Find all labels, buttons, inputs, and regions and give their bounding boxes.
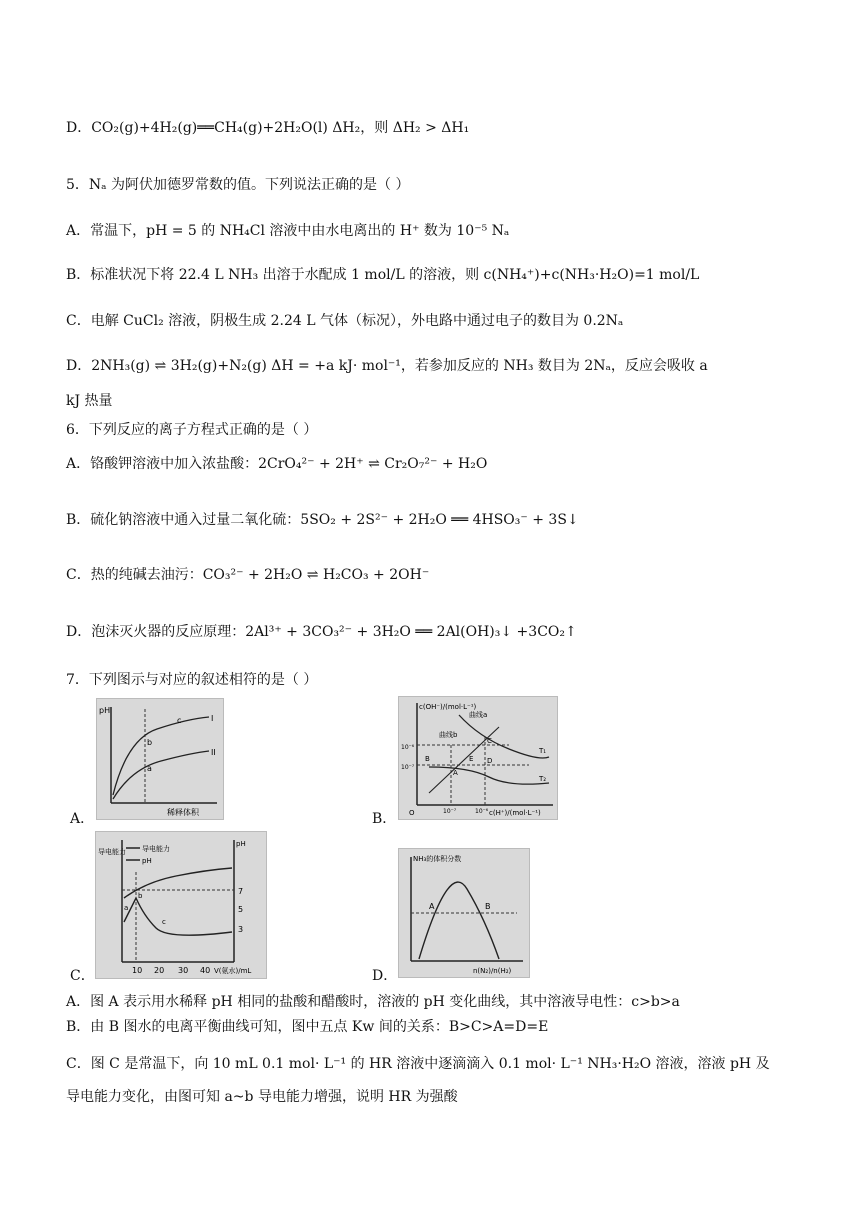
q5-option-c: C．电解 CuCl₂ 溶液，阴极生成 2.24 L 气体（标况），外电路中通过电子的数目为 0.2Nₐ	[66, 313, 624, 329]
q5-option-b: B．标准状况下将 22.4 L NH₃ 出溶于水配成 1 mol/L 的溶液，则 c(NH₄⁺)+c(NH₃·H₂O)=1 mol/L	[66, 267, 700, 283]
fig-b-point-e: E	[469, 755, 474, 763]
fig-b-point-c: C	[487, 737, 492, 745]
fig-b-xlabel: c(H⁺)/(mol·L⁻¹)	[489, 809, 541, 817]
fig-c-xtick-2: 20	[154, 966, 165, 975]
fig-b-t2: T₂	[539, 775, 547, 783]
q5-option-d-cont: kJ 热量	[66, 393, 113, 409]
fig-b-point-b: B	[425, 755, 430, 763]
fig-d-point-a: A	[429, 902, 435, 911]
fig-c-rtick-1: 7	[238, 887, 244, 896]
fig-c-point-c: c	[162, 918, 166, 926]
fig-c-ylabel-left: 导电能力	[98, 848, 126, 856]
q6-option-a: A．铬酸钾溶液中加入浓盐酸：2CrO₄²⁻ + 2H⁺ ⇌ Cr₂O₇²⁻ + H₂O	[66, 456, 488, 472]
q5-stem: 5．Nₐ 为阿伏加德罗常数的值。下列说法正确的是（ ）	[66, 177, 410, 193]
fig-c-point-a: a	[124, 904, 129, 912]
fig-b-label: B．	[372, 811, 397, 827]
q4-option-d: D．CO₂(g)+4H₂(g)══CH₄(g)+2H₂O(l) ΔH₂，则 ΔH₂ > ΔH₁	[66, 120, 470, 136]
fig-a-curve-1: I	[211, 714, 214, 723]
fig-c-label: C．	[70, 968, 95, 984]
figure-b	[398, 696, 558, 820]
fig-b-origin: O	[409, 809, 415, 817]
q6-option-b: B．硫化钠溶液中通入过量二氧化硫：5SO₂ + 2S²⁻ + 2H₂O ══ 4HSO₃⁻ + 3S↓	[66, 512, 579, 528]
fig-b-point-d: D	[487, 757, 493, 765]
fig-d-ylabel: NH₃的体积分数	[413, 855, 462, 863]
q7-option-a: A．图 A 表示用水稀释 pH 相同的盐酸和醋酸时，溶液的 pH 变化曲线，其中溶液导电性：c>b>a	[66, 994, 680, 1010]
q5-option-d: D．2NH₃(g) ⇌ 3H₂(g)+N₂(g) ΔH = +a kJ· mol⁻¹，若参加反应的 NH₃ 数目为 2Nₐ，反应会吸收 a	[66, 358, 708, 374]
fig-c-xtick-3: 30	[178, 966, 189, 975]
q6-option-c: C．热的纯碱去油污：CO₃²⁻ + 2H₂O ⇌ H₂CO₃ + 2OH⁻	[66, 567, 430, 583]
q7-option-c: C．图 C 是常温下，向 10 mL 0.1 mol· L⁻¹ 的 HR 溶液中逐滴滴入 0.1 mol· L⁻¹ NH₃·H₂O 溶液，溶液 pH 及	[66, 1056, 770, 1072]
fig-d-xlabel: n(N₂)/n(H₂)	[473, 967, 512, 975]
q6-option-d: D．泡沫灭火器的反应原理：2Al³⁺ + 3CO₃²⁻ + 3H₂O ══ 2Al(OH)₃↓ +3CO₂↑	[66, 624, 577, 640]
fig-b-curve-a: 曲线a	[469, 711, 488, 719]
fig-b-xtick-1: 10⁻⁷	[443, 808, 457, 815]
fig-b-ylabel: c(OH⁻)/(mol·L⁻¹)	[419, 703, 477, 711]
q7-option-b: B．由 B 图水的电离平衡曲线可知，图中五点 Kw 间的关系：B>C>A=D=E	[66, 1019, 549, 1035]
fig-a-curve-2: II	[211, 748, 216, 757]
fig-c-point-b: b	[138, 892, 143, 900]
fig-a-point-b: b	[147, 738, 153, 747]
q7-stem: 7．下列图示与对应的叙述相符的是（ ）	[66, 672, 318, 688]
figure-d	[398, 848, 530, 978]
fig-c-legend-2: pH	[142, 857, 152, 865]
fig-d-label: D．	[372, 968, 398, 984]
fig-b-ytick-1: 10⁻⁶	[401, 744, 415, 751]
fig-c-xlabel: V(氨水)/mL	[214, 967, 252, 975]
fig-a-xlabel: 稀释体积	[167, 808, 199, 817]
fig-b-curve-b: 曲线b	[439, 731, 458, 739]
figure-a	[96, 698, 224, 820]
fig-c-ylabel-right: pH	[236, 840, 246, 848]
fig-a-point-a: a	[147, 764, 152, 773]
fig-d-point-b: B	[485, 902, 491, 911]
fig-b-ytick-2: 10⁻⁷	[401, 764, 415, 771]
fig-b-xtick-2: 10⁻⁶	[475, 808, 489, 815]
q7-option-c-cont: 导电能力变化，由图可知 a~b 导电能力增强，说明 HR 为强酸	[66, 1089, 458, 1105]
fig-c-rtick-2: 5	[238, 905, 244, 914]
fig-c-xtick-1: 10	[132, 966, 143, 975]
q6-stem: 6．下列反应的离子方程式正确的是（ ）	[66, 422, 318, 438]
q5-option-a: A．常温下，pH = 5 的 NH₄Cl 溶液中由水电离出的 H⁺ 数为 10⁻⁵ Nₐ	[66, 223, 510, 239]
fig-a-label: A．	[70, 811, 95, 827]
figure-c	[95, 831, 267, 979]
fig-a-ylabel: pH	[99, 706, 111, 715]
fig-b-point-a: A	[453, 769, 458, 777]
fig-c-rtick-3: 3	[238, 925, 244, 934]
fig-b-t1: T₁	[539, 747, 547, 755]
fig-c-xtick-4: 40	[200, 966, 211, 975]
fig-a-point-c: c	[177, 716, 182, 725]
fig-c-legend-1: 导电能力	[142, 845, 170, 853]
